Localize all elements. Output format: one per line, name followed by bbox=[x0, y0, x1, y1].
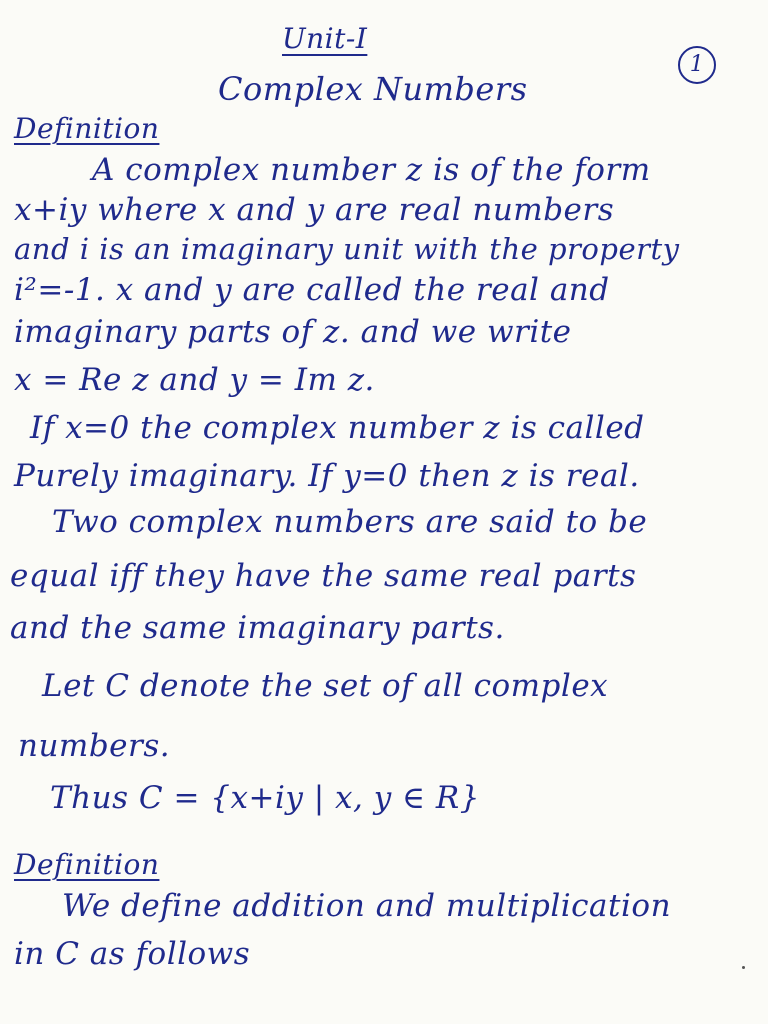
text-line: in C as follows bbox=[14, 936, 251, 972]
text-line: and i is an imaginary unit with the property bbox=[14, 232, 680, 266]
text-line: imaginary parts of z. and we write bbox=[14, 314, 572, 350]
text-line: Let C denote the set of all complex bbox=[42, 668, 609, 704]
text-line: x = Re z and y = Im z. bbox=[14, 362, 375, 398]
text-line: x+iy where x and y are real numbers bbox=[14, 192, 615, 228]
text-line: A complex number z is of the form bbox=[92, 152, 651, 188]
chapter-title: Complex Numbers bbox=[218, 70, 528, 108]
definition-heading: Definition bbox=[14, 848, 160, 881]
text-line: i²=-1. x and y are called the real and bbox=[14, 272, 610, 308]
page-number-circle: 1 bbox=[678, 46, 716, 84]
definition-heading: Definition bbox=[14, 112, 160, 145]
text-line: We define addition and multiplication bbox=[62, 888, 672, 924]
text-line: equal iff they have the same real parts bbox=[10, 558, 637, 594]
text-line: and the same imaginary parts. bbox=[10, 610, 505, 646]
text-line: Purely imaginary. If y=0 then z is real. bbox=[14, 458, 640, 494]
unit-title: Unit-I bbox=[282, 22, 368, 55]
text-line: numbers. bbox=[18, 728, 171, 764]
set-definition-line: Thus C = {x+iy | x, y ∈ R} bbox=[50, 780, 480, 816]
text-line: If x=0 the complex number z is called bbox=[30, 410, 645, 446]
text-line: Two complex numbers are said to be bbox=[52, 504, 648, 540]
ink-dot bbox=[742, 966, 745, 969]
